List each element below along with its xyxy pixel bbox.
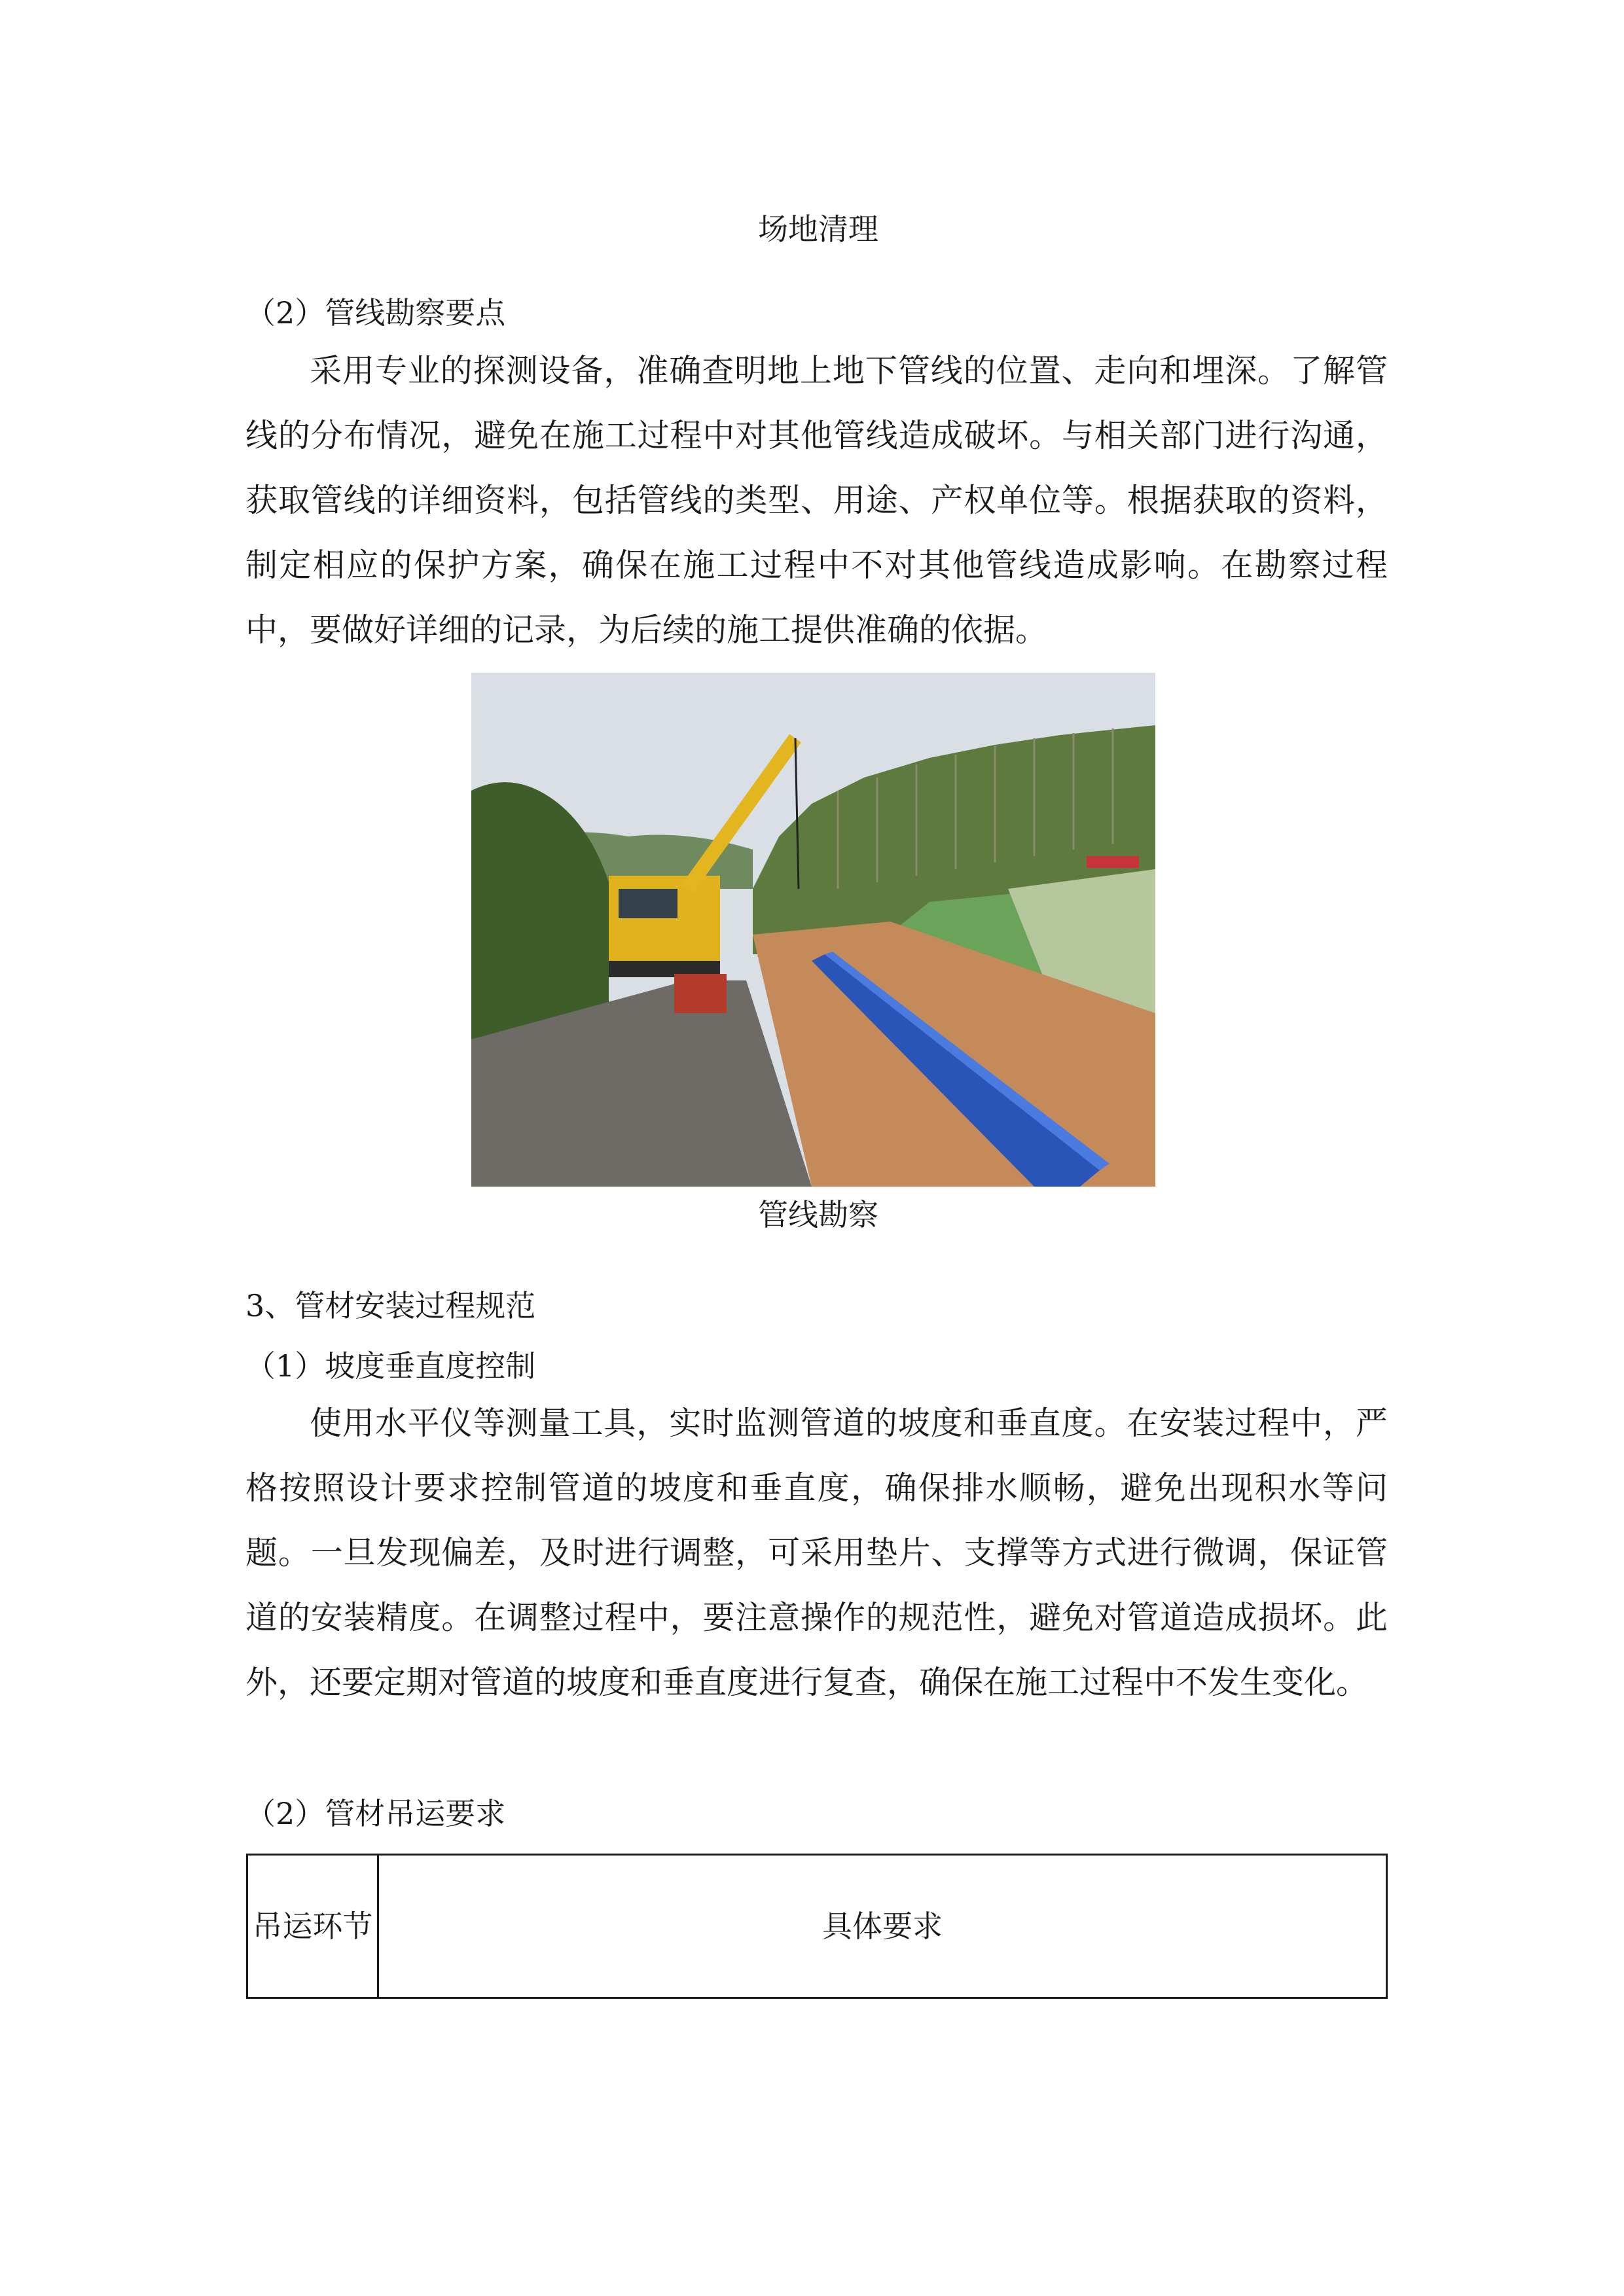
hoisting-requirements-table: [246, 1854, 1388, 1999]
paragraph-pipeline-survey: 采用专业的探测设备，准确查明地上地下管线的位置、走向和埋深。了解管线的分布情况，避免在施工过程中对其他管线造成破坏。与相关部门进行沟通，获取管线的详细资料，包括管线的类型、用途、产权单位等。根据获取的资料，制定相应的保护方案，确保在施工过程中不对其他管线造成影响。在勘察过程中，要做好详细的记录，为后续的施工提供准确的依据。: [245, 352, 1388, 649]
figure-caption-site-clearing: 场地清理: [758, 211, 878, 247]
table-header-hoisting-stage: 吊运环节: [247, 1855, 378, 1998]
table-header-row: [247, 1855, 1387, 1998]
figure-caption-pipeline-survey: 管线勘察: [758, 1197, 878, 1232]
section-heading-pipe-installation: 3、管材安装过程规范: [245, 1288, 536, 1323]
subsection-heading-slope-verticality: （1）坡度垂直度控制: [245, 1348, 536, 1384]
subsection-heading-pipe-hoisting: （2）管材吊运要求: [245, 1796, 506, 1831]
section-heading-pipeline-survey: （2）管线勘察要点: [245, 295, 506, 331]
paragraph-slope-verticality: 使用水平仪等测量工具，实时监测管道的坡度和垂直度。在安装过程中，严格按照设计要求控制管道的坡度和垂直度，确保排水顺畅，避免出现积水等问题。一旦发现偏差，及时进行调整，可采用垫片、支撑等方式进行微调，保证管道的安装精度。在调整过程中，要注意操作的规范性，避免对管道造成损坏。此外，还要定期对管道的坡度和垂直度进行复查，确保在施工过程中不发生变化。: [245, 1405, 1388, 1701]
table-header-requirements: 具体要求: [378, 1855, 1387, 1998]
pipeline-survey-photo: [471, 673, 1155, 1187]
